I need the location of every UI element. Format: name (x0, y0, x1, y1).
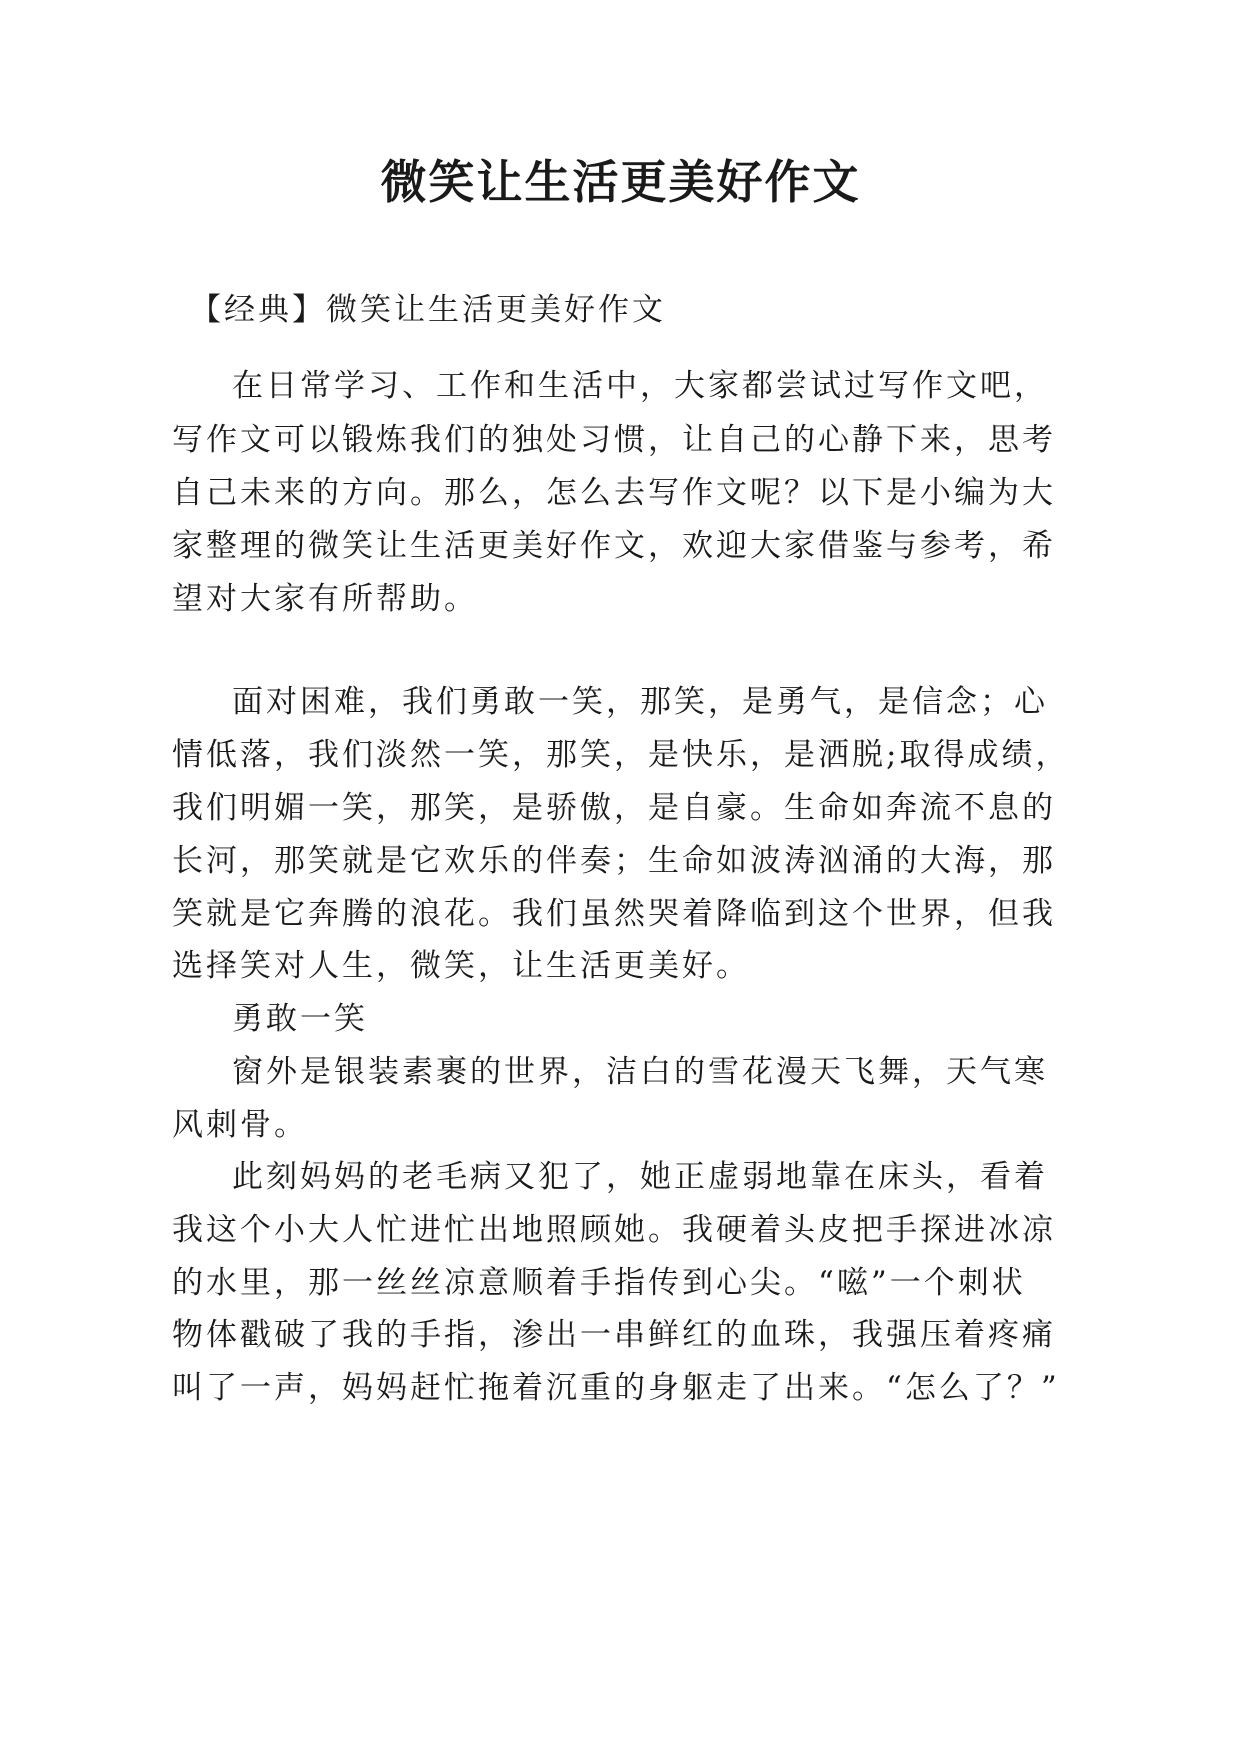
document-title: 微笑让生活更美好作文 (380, 155, 861, 209)
paragraph-1-line-4: 家整理的微笑让生活更美好作文，欢迎大家借鉴与参考，希 (172, 528, 1056, 564)
paragraph-2-line-1: 面对困难，我们勇敢一笑，那笑，是勇气，是信念；心 (232, 684, 1048, 720)
paragraph-1-line-2: 写作文可以锻炼我们的独处习惯，让自己的心静下来，思考 (172, 422, 1056, 458)
paragraph-5-line-3: 的水里，那一丝丝凉意顺着手指传到心尖。“嗞”一个刺状 (172, 1265, 1026, 1301)
document-subtitle: 【经典】微笑让生活更美好作文 (190, 292, 666, 328)
paragraph-1-line-5: 望对大家有所帮助。 (172, 581, 478, 617)
paragraph-5-line-5: 叫了一声，妈妈赶忙拖着沉重的身躯走了出来。“怎么了？” (172, 1370, 1060, 1406)
section-heading: 勇敢一笑 (232, 1001, 368, 1037)
paragraph-4-line-2: 风刺骨。 (172, 1107, 308, 1143)
paragraph-5-line-2: 我这个小大人忙进忙出地照顾她。我硬着头皮把手探进冰凉 (172, 1212, 1056, 1248)
paragraph-1-line-1: 在日常学习、工作和生活中，大家都尝试过写作文吧， (232, 368, 1048, 404)
paragraph-5-line-4: 物体戳破了我的手指，渗出一串鲜红的血珠，我强压着疼痛 (172, 1317, 1056, 1353)
paragraph-5-line-1: 此刻妈妈的老毛病又犯了，她正虚弱地靠在床头，看着 (232, 1159, 1048, 1195)
paragraph-2-line-3: 我们明媚一笑，那笑，是骄傲，是自豪。生命如奔流不息的 (172, 790, 1056, 826)
paragraph-2-line-2: 情低落，我们淡然一笑，那笑，是快乐，是洒脱;取得成绩， (172, 737, 1070, 773)
paragraph-2-line-4: 长河，那笑就是它欢乐的伴奏；生命如波涛汹涌的大海，那 (172, 843, 1056, 879)
paragraph-1-line-3: 自己未来的方向。那么，怎么去写作文呢？以下是小编为大 (172, 475, 1056, 511)
paragraph-2-line-6: 选择笑对人生，微笑，让生活更美好。 (172, 948, 750, 984)
paragraph-4-line-1: 窗外是银装素裹的世界，洁白的雪花漫天飞舞，天气寒 (232, 1054, 1048, 1090)
paragraph-2-line-5: 笑就是它奔腾的浪花。我们虽然哭着降临到这个世界，但我 (172, 896, 1056, 932)
